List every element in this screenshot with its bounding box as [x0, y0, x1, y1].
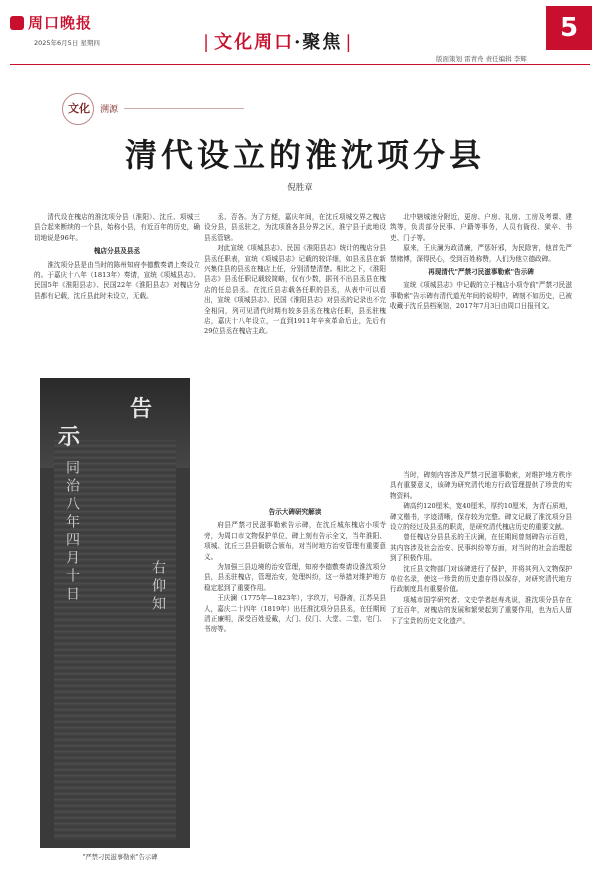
stele-inscription: 同治八年四月十日	[64, 460, 80, 604]
paragraph: 项城市国学研究者、文史学者赵寿兆说，淮沈项分县存在了近百年，对槐店的发展和繁荣起到了重要作用，也为后人留下了宝贵的历史文化遗产。	[390, 595, 572, 625]
article-title: 清代设立的淮沈项分县	[124, 136, 485, 174]
paragraph: 淮沈项分县是由当时的陈州知府李德敷奏请上奏设立的。于嘉庆十八年（1813年）奏请，宣统《项城县志》、民国5年《淮阳县志》、民国22年《淮阳县志》对槐店分县都有记载，沈丘县此时未设立，无载。	[34, 260, 200, 300]
paragraph: 清代设在槐店的淮沈项分县（淮阳）、沈丘、项城三县合起来断续的一个县，始称小县，有近百年的历史，确切地说是96年。	[34, 213, 200, 242]
paragraph: 原来，王庆澜为政清廉，严惩奸邪，为民除害，他首先严禁赌博，深得民心，受到百姓称赞，人们为他立德政碑。	[390, 244, 572, 263]
paragraph: 王庆澜（1775年—1823年），字玖万，号静斋，江苏吴县人，嘉庆二十四年（1819年）出任淮沈项分县县丞，在任期间清正廉明，深受百姓爱戴，大门、仪门、大堂、二堂、宅门、书房等。	[204, 594, 386, 634]
article-author: 倪胜章	[287, 183, 313, 193]
section-title: | 文化周口·聚焦 |	[203, 32, 354, 53]
tag-divider	[124, 108, 244, 109]
text-column-2	[204, 212, 386, 500]
paragraph: 沈丘县文物部门对该碑进行了保护，并将其列入文物保护单位名录，使这一珍贵的历史遗存得以保存，对研究清代地方行政制度具有重要价值。	[390, 564, 572, 594]
newspaper-logo-icon	[10, 16, 24, 30]
paragraph: 碑高约120厘米，宽40厘米，厚约10厘米，为青石质地，碑文楷书，字迹清晰，保存较为完整。碑文记载了淮沈项分县设立的经过及县丞的职责，是研究清代槐店历史的重要文献。	[390, 502, 572, 532]
paragraph: 当时，碑刻内容涉及严禁刁民滋事勒索，对维护地方秩序具有重要意义，该碑为研究清代地方行政管理提供了珍贵的实物资料。	[390, 471, 572, 500]
text-column-1	[34, 212, 200, 372]
header-divider	[10, 64, 590, 65]
tag-main: 文化	[68, 102, 90, 115]
paragraph: 为加强三县边境的治安管理，知府李德敷奏请设淮沈项分县，县丞驻槐店，管理治安，处理纠纷，这一举措对维护地方稳定起到了重要作用。	[204, 563, 386, 592]
photo-caption: "严禁刁民滋事勒索"告示碑	[82, 854, 158, 861]
stele-character: 告	[130, 396, 153, 422]
subheading: 再现清代"严禁刁民滋事勒索"告示碑	[428, 268, 534, 277]
text-column-3-lower	[390, 470, 572, 880]
subheading: 槐店分县及县丞	[93, 247, 141, 256]
paragraph: 宣统《项城县志》中记载的立于槐店小项寺前"严禁刁民滋事勒索"告示碑有清代道光年间的说明中，碑刻不如历史，已被收藏于沈丘县档案馆，2017年7月3日由周口日报刊文。	[390, 281, 572, 311]
text-column-2-lower	[204, 504, 386, 880]
masthead-logo	[10, 12, 130, 32]
paragraph: 北中辖城池分附近，更房、户房、礼房、工房及考课、建筑等，负责部分民事、户籍等事务，人员有衙役、狱卒、书吏、门子等。	[390, 213, 572, 242]
paragraph: 曾任槐店分县县丞的王庆澜，在任期间曾刻碑告示百姓，其内容涉及社会治安、民事纠纷等方面，对当时的社会治理起到了积极作用。	[390, 533, 572, 563]
page-number: 5	[546, 6, 592, 50]
paragraph: 丞、否各。为了方便，嘉庆年间，在沈丘项城交界之槐店设分县，县丞驻之，为沈项淮各县分界之区，淮宁县于此地设县丞管辖。	[204, 213, 386, 242]
tag-sub: 溯源	[100, 105, 119, 115]
editor-credits: 版面策划 雷青舟 责任编辑 李辉	[436, 55, 527, 63]
section-name: 文化周口	[214, 32, 295, 53]
issue-date: 2025年6月5日 星期四	[34, 39, 100, 47]
paragraph: 对此宣统《项城县志》、民国《淮阳县志》统计的槐店分县县丞任职表，宣统《项城县志》记载的较详细，如县丞县在新兴集住县的县丞在槐店上任，分别清楚清楚。相比之下，《淮阳县志》县丞任职记载较简略，仅有少数，据刊不出县丞县在槐店的任总县丞。在沈丘县志载各任职的县丞，从表中可以看出，宣统《项城县志》、民国《淮阳县志》对县丞的记录也不完全相同，列可见清代时期有较多县丞在槐店任职，县丞驻槐店，嘉庆十八年设立，一直到1911年辛亥革命后止，先后有29位县丞在槐店主政。	[204, 244, 386, 336]
section-focus: 聚焦	[302, 32, 343, 53]
subheading: 告示大碑研究解读	[268, 508, 322, 516]
text-column-3	[390, 212, 572, 466]
paragraph: 府县严禁刁民滋事勒索告示碑，在沈丘城东槐店小项寺旁，为周口市文物保护单位，碑上刻有告示全文，当年淮阳、项城、沈丘三县县衙联合颁布，对当时地方治安管理有重要意义。	[204, 521, 386, 561]
stele-inscription: 右仰知	[150, 560, 166, 614]
masthead-title: 周口晚报	[28, 14, 93, 32]
stele-character: 示	[58, 424, 81, 450]
